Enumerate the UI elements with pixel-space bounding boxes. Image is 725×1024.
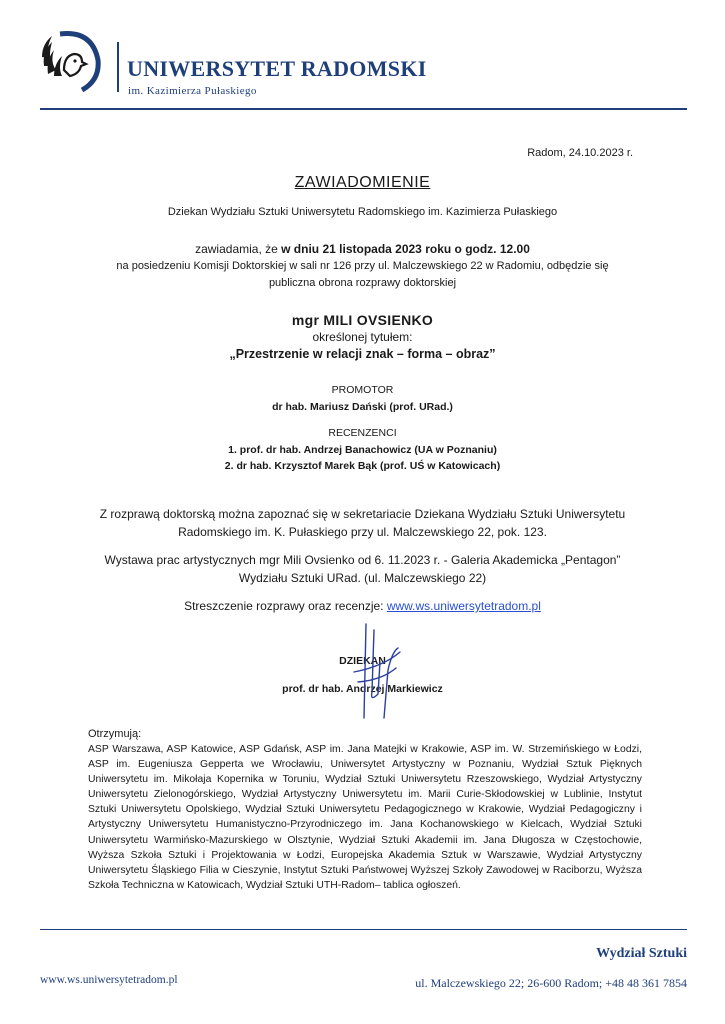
university-name: UNIWERSYTET RADOMSKI	[127, 56, 427, 81]
dean-label: DZIEKAN	[339, 655, 386, 667]
header-rule	[40, 108, 687, 110]
footer-rule	[40, 929, 687, 930]
footer-website[interactable]: www.ws.uniwersytetradom.pl	[40, 974, 178, 986]
eagle-logo-icon	[40, 30, 102, 92]
info-exhibition-line-1: Wystawa prac artystycznych mgr Mili Ovsienko od 6. 11.2023 r. - Galeria Akademicka „Pentagon”	[104, 553, 621, 567]
handwritten-signature	[344, 622, 404, 722]
info-exhibition-line-2: Wydziału Sztuki URad. (ul. Malczewskiego 22)	[238, 571, 487, 585]
footer-department: Wydział Sztuki	[596, 946, 687, 961]
defense-datetime: w dniu 21 listopada 2023 roku o godz. 12.00	[281, 242, 530, 256]
reviewer-1: 1. prof. dr hab. Andrzej Banachowicz (UA w Poznaniu)	[228, 444, 497, 456]
document-date: Radom, 24.10.2023 r.	[527, 147, 633, 159]
document-title: ZAWIADOMIENIE	[294, 174, 431, 191]
letterhead	[40, 30, 690, 100]
summary-label: Streszczenie rozprawy oraz recenzje:	[184, 599, 387, 613]
promotor-name: dr hab. Mariusz Dański (prof. URad.)	[272, 401, 453, 413]
recipients-label: Otrzymują:	[88, 728, 142, 740]
summary-line	[0, 599, 725, 613]
promotor-label: PROMOTOR	[331, 384, 394, 396]
candidate-name: mgr MILI OVSIENKO	[291, 312, 434, 328]
thesis-title: „Przestrzenie w relacji znak – forma – obraz”	[229, 347, 496, 361]
announcement-line-3: publiczna obrona rozprawy doktorskiej	[268, 277, 457, 289]
announcement-line-1	[0, 242, 725, 256]
reviewer-2: 2. dr hab. Krzysztof Marek Bąk (prof. UŚ w Katowicach)	[224, 460, 501, 472]
recipients-list: ASP Warszawa, ASP Katowice, ASP Gdańsk, ASP im. Jana Matejki w Krakowie, ASP im. W. Strzemińskiego w Łodzi, ASP im. Eugeniusza Gepperta we Wrocławiu, Uniwersytet Artystyczny w Poznaniu, Wydział Sztuk Pięknych Uniwersytetu im. Mikołaja Kopernika w Toruniu, Wydział Sztuki Uniwersytetu Rzeszowskiego, Wydział Artystyczny Uniwersytetu Zielonogórskiego, Wydział Artystyczny Uniwersytetu im. Marii Curie-Skłodowskiej w Lublinie, Instytut Sztuki Uniwersytetu Opolskiego, Wydział Sztuki Uniwersytetu Pedagogicznego w Krakowie, Wydział Pedagogiczny i Artystyczny Uniwersytetu Humanistyczno-Przyrodniczego im. Jana Kochanowskiego w Kielcach, Wydział Sztuki Uniwersytetu Warmińsko-Mazurskiego w Olsztynie, Wydział Sztuki Akademii im. Jana Długosza w Częstochowie, Wyższa Szkoła Sztuki i Projektowania w Łodzi, Europejska Akademia Sztuk w Warszawie, Wydział Artystyczny Uniwersytetu Śląskiego Filia w Cieszynie, Instytut Sztuki Państwowej Wyższej Szkoły Zawodowej w Raciborzu, Wyższa Szkoła Techniczna w Katowicach, Wydział Sztuki UTH-Radom– tablica ogłoszeń.	[88, 744, 642, 891]
header-divider	[117, 42, 119, 92]
summary-link[interactable]: www.ws.uniwersytetradom.pl	[386, 599, 541, 613]
issuer: Dziekan Wydziału Sztuki Uniwersytetu Radomskiego im. Kazimierza Pułaskiego	[167, 206, 558, 218]
dean-name: prof. dr hab. Andrzej Markiewicz	[282, 683, 443, 695]
info-dissertation-line-1: Z rozprawą doktorską można zapoznać się w sekretariacie Dziekana Wydziału Sztuki Uniwersytetu	[99, 507, 626, 521]
reviewers-label: RECENZENCI	[328, 427, 397, 439]
titled-label: określonej tytułem:	[312, 330, 413, 344]
university-subtitle: im. Kazimierza Pułaskiego	[128, 85, 257, 97]
announcement-prefix: zawiadamia, że	[195, 242, 282, 256]
info-dissertation-line-2: Radomskiego im. K. Pułaskiego przy ul. Malczewskiego 22, pok. 123.	[178, 525, 547, 539]
footer-address: ul. Malczewskiego 22; 26-600 Radom; +48 48 361 7854	[415, 976, 687, 990]
announcement-line-2: na posiedzeniu Komisji Doktorskiej w sali nr 126 przy ul. Malczewskiego 22 w Radomiu, odbędzie się	[116, 260, 609, 272]
